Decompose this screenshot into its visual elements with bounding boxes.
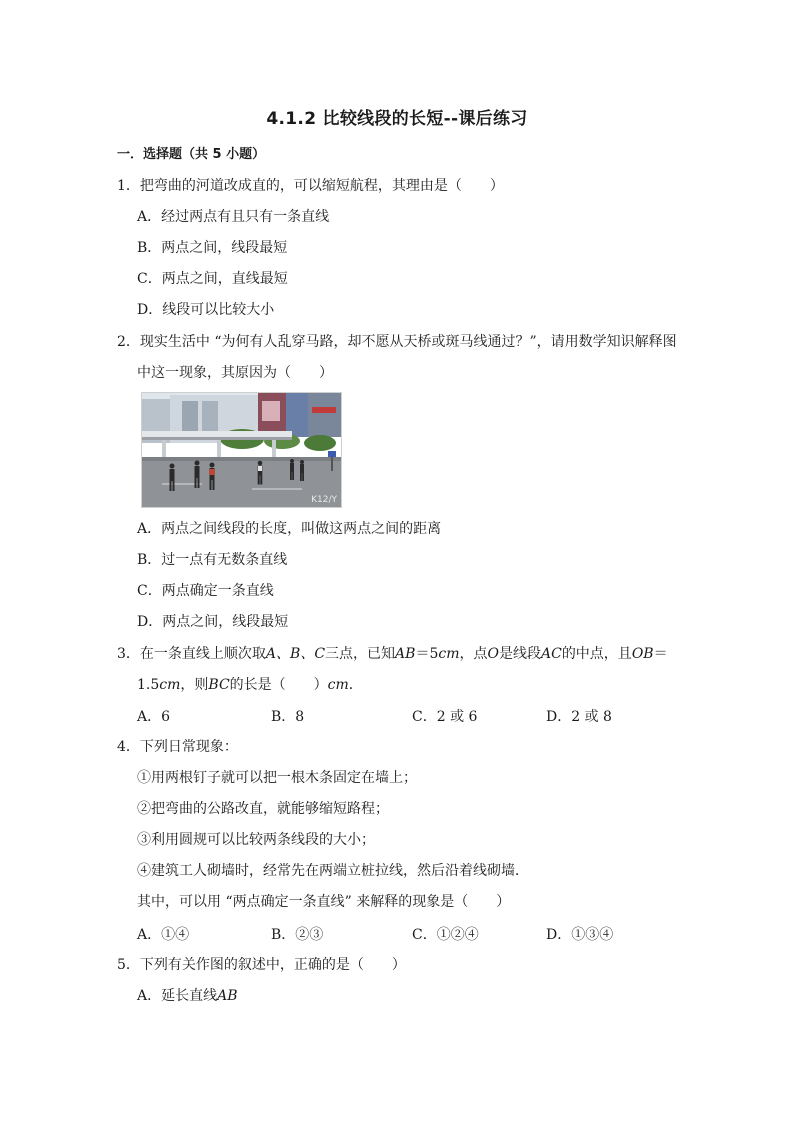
question-4-item-2: ②把弯曲的公路改直，就能够缩短路程； [137, 801, 389, 817]
page-title: 4.1.2 比较线段的长短--课后练习 [266, 109, 528, 129]
question-4-item-3: ③利用圆规可以比较两条线段的大小； [137, 832, 375, 848]
question-3-options [137, 706, 657, 724]
question-4-stem: 4．下列日常现象： [117, 739, 238, 755]
question-5-option-a: A．延长直线AB [137, 988, 238, 1004]
section-heading: 一．选择题（共 5 小题） [117, 147, 266, 162]
question-5-stem: 5．下列有关作图的叙述中，正确的是（ ） [117, 957, 406, 973]
question-3-option-a: A．6 [137, 709, 171, 725]
question-1-option-c: C．两点之间，直线最短 [137, 271, 288, 287]
question-4-ask: 其中，可以用 “两点确定一条直线” 来解释的现象是（ ） [137, 894, 511, 910]
question-4-option-a: A．①④ [137, 927, 190, 943]
question-4-item-1: ①用两根钉子就可以把一根木条固定在墙上； [137, 770, 417, 786]
question-3-stem-line-1: 3．在一条直线上顺次取A、B、C三点，已知AB＝5cm，点O是线段AC的中点，且OB＝ [117, 646, 668, 662]
question-2-stem-line-1: 2．现实生活中 “为何有人乱穿马路，却不愿从天桥或斑马线通过？”，请用数学知识解释图 [117, 334, 677, 350]
question-3-option-c: C．2 或 6 [412, 709, 478, 725]
question-3-option-b: B．8 [271, 709, 305, 725]
question-4-item-4: ④建筑工人砌墙时，经常先在两端立桩拉线，然后沿着线砌墙． [137, 863, 529, 879]
question-4-option-b: B．②③ [271, 927, 324, 943]
question-1-option-a: A．经过两点有且只有一条直线 [137, 209, 330, 225]
question-3-stem-line-2: 1.5cm，则BC的长是（ ）cm． [137, 677, 363, 693]
question-2-stem-line-2: 中这一现象，其原因为（ ） [137, 365, 333, 381]
question-4-options [137, 924, 657, 942]
question-4-option-d: D．①③④ [546, 927, 614, 943]
question-3-option-d: D．2 或 8 [546, 709, 612, 725]
street-crossing-photo [141, 392, 342, 508]
question-2-option-b: B．过一点有无数条直线 [137, 552, 288, 568]
photo-watermark: K12/Y [311, 495, 337, 505]
question-2-option-a: A．两点之间线段的长度，叫做这两点之间的距离 [137, 521, 442, 537]
question-1-option-b: B．两点之间，线段最短 [137, 240, 288, 256]
question-2-option-d: D．两点之间，线段最短 [137, 614, 289, 630]
question-1-option-d: D．线段可以比较大小 [137, 302, 275, 318]
question-4-option-c: C．①②④ [412, 927, 479, 943]
question-2-option-c: C．两点确定一条直线 [137, 583, 274, 599]
question-1-stem: 1．把弯曲的河道改成直的，可以缩短航程，其理由是（ ） [117, 178, 504, 194]
